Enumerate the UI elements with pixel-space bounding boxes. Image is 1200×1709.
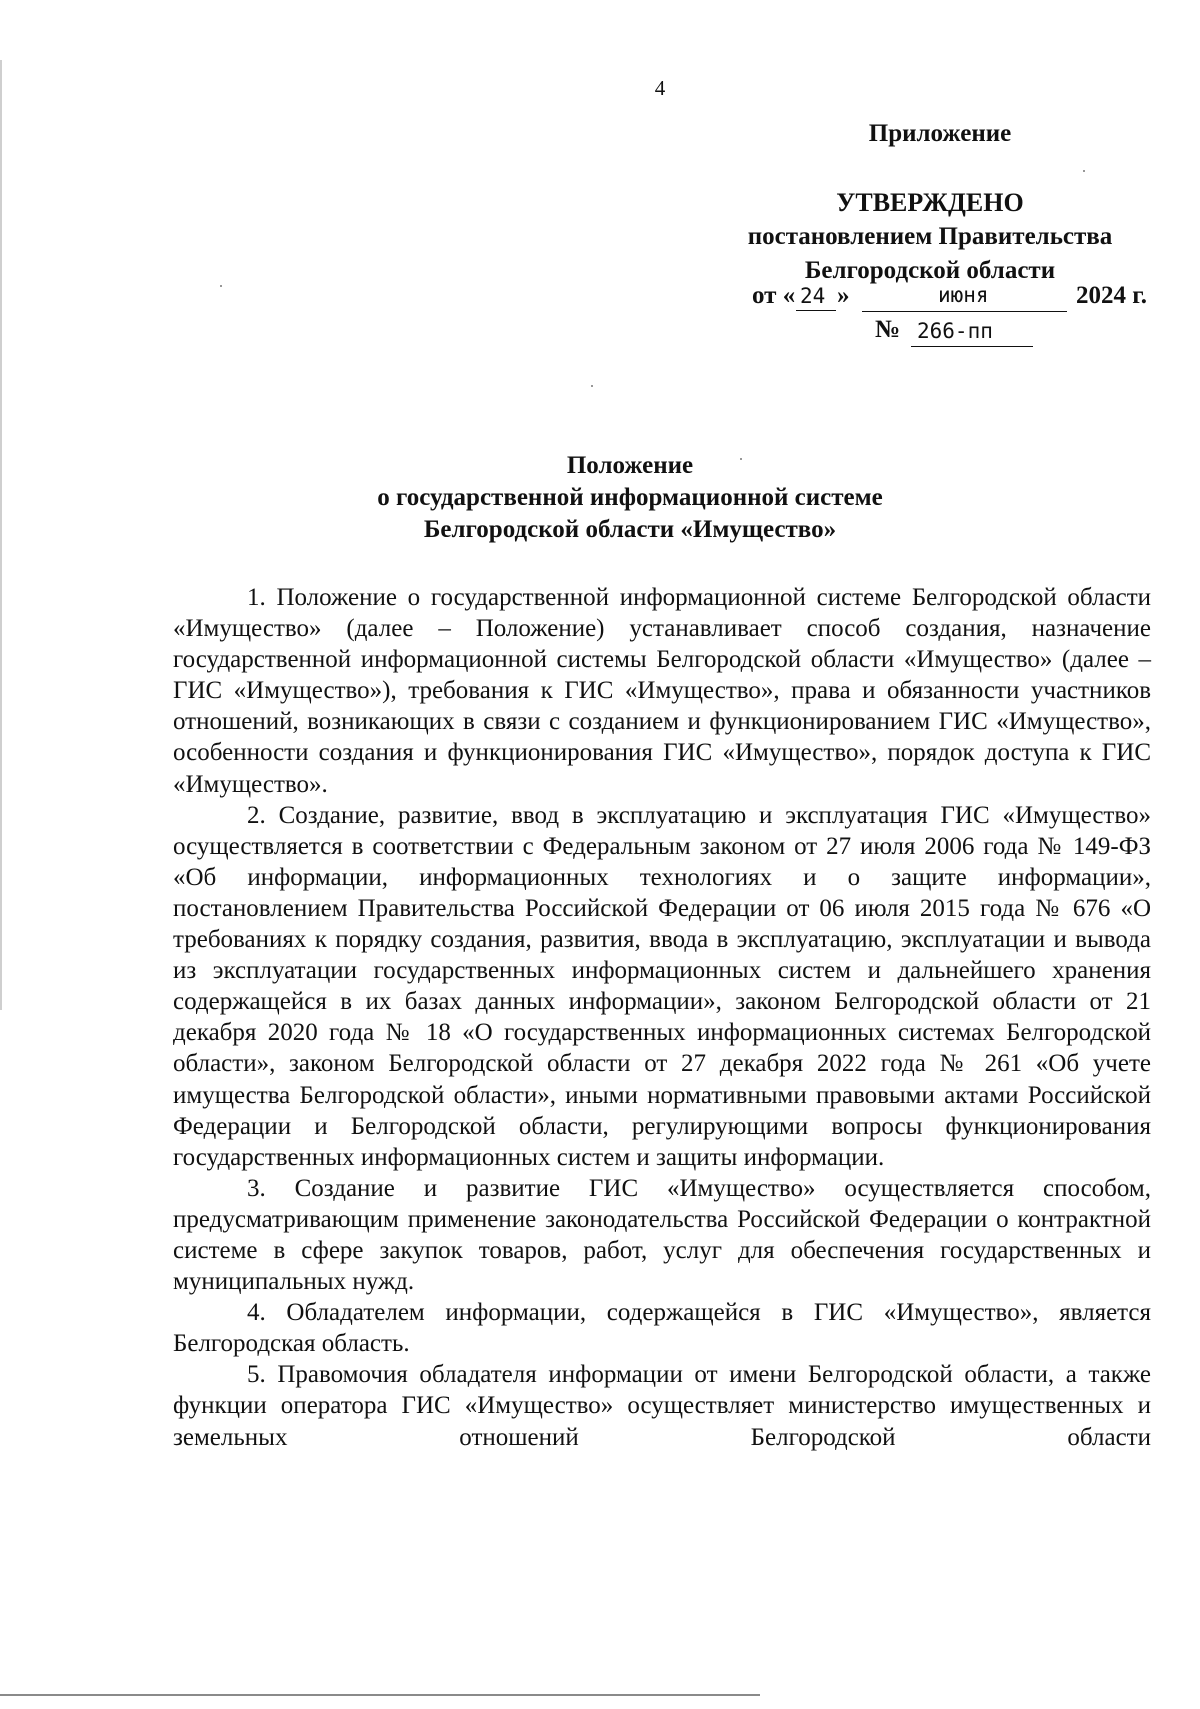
date-month-underline [862, 311, 1067, 312]
scan-dot [220, 285, 222, 287]
approval-date-line [752, 282, 1162, 316]
number-value: 266-пп [917, 319, 993, 343]
paragraph-3: 3. Создание и развитие ГИС «Имущество» осуществляется способом, предусматривающим применение законодательства Российской Федерации о контрактной системе в сфере закупок товаров, работ, услуг для обеспечения государственных и муниципальных нужд. [173, 1174, 1151, 1296]
scan-left-edge [0, 60, 2, 1010]
date-close-quote: » [837, 282, 850, 309]
title-line-1: Положение [566, 452, 694, 479]
paragraph-4: 4. Обладателем информации, содержащейся в ГИС «Имущество», является Белгородская область. [173, 1299, 1151, 1358]
date-day-underline [796, 310, 836, 311]
date-month: июня [938, 283, 989, 307]
paragraph-5: 5. Правомочия обладателя информации от имени Белгородской области, а также функции оператора ГИС «Имущество» осуществляет министерство имущественных и земельных отношений Белгородской области [173, 1361, 1151, 1451]
number-underline [911, 346, 1033, 347]
approval-line-2: Белгородской области [804, 257, 1056, 284]
title-line-3: Белгородской области «Имущество» [423, 516, 837, 543]
approval-line-1: постановлением Правительства [747, 223, 1113, 250]
date-day: 24 [800, 284, 826, 308]
approved-heading: УТВЕРЖДЕНО [836, 188, 1024, 217]
page-number: 4 [654, 76, 666, 100]
title-line-2: о государственной информационной системе [377, 484, 883, 511]
scan-bottom-edge [0, 1694, 760, 1696]
date-year: 2024 г. [1076, 282, 1148, 309]
approval-number-line [875, 316, 1115, 350]
scan-dot [591, 385, 593, 387]
document-body [173, 582, 1151, 1453]
appendix-label: Приложение [868, 120, 1012, 147]
document-title [300, 450, 960, 546]
number-prefix: № [875, 316, 901, 343]
paragraph-1: 1. Положение о государственной информационной системе Белгородской области «Имущество» (далее – Положение) устанавливает способ создания, назначение государственной информационной системы Белгородской области «Имущество» (далее – ГИС «Имущество»), требования к ГИС «Имущество», права и обязанности участников отношений, возникающих в связи с созданием и функционированием ГИС «Имущество», особенности создания и функционирования ГИС «Имущество», порядок доступа к ГИС «Имущество». [173, 584, 1151, 798]
date-prefix: от « [752, 282, 796, 309]
paragraph-2: 2. Создание, развитие, ввод в эксплуатацию и эксплуатация ГИС «Имущество» осуществляется в соответствии с Федеральным законом от 27 июля 2006 года № 149-ФЗ «Об информации, информационных технологиях и о защите информации», постановлением Правительства Российской Федерации от 06 июля 2015 года № 676 «О требованиях к порядку создания, развития, ввода в эксплуатацию, эксплуатации и вывода из эксплуатации государственных информационных систем и дальнейшего хранения содержащейся в их базах данных информации», законом Белгородской области от 21 декабря 2020 года № 18 «О государственных информационных системах Белгородской области», законом Белгородской области от 27 декабря 2022 года № 261 «Об учете имущества Белгородской области», иными нормативными правовыми актами Российской Федерации и Белгородской области, регулирующими вопросы функционирования государственных информационных систем и защиты информации. [173, 801, 1151, 1171]
approval-block [700, 186, 1160, 288]
scan-dot [1083, 170, 1085, 172]
